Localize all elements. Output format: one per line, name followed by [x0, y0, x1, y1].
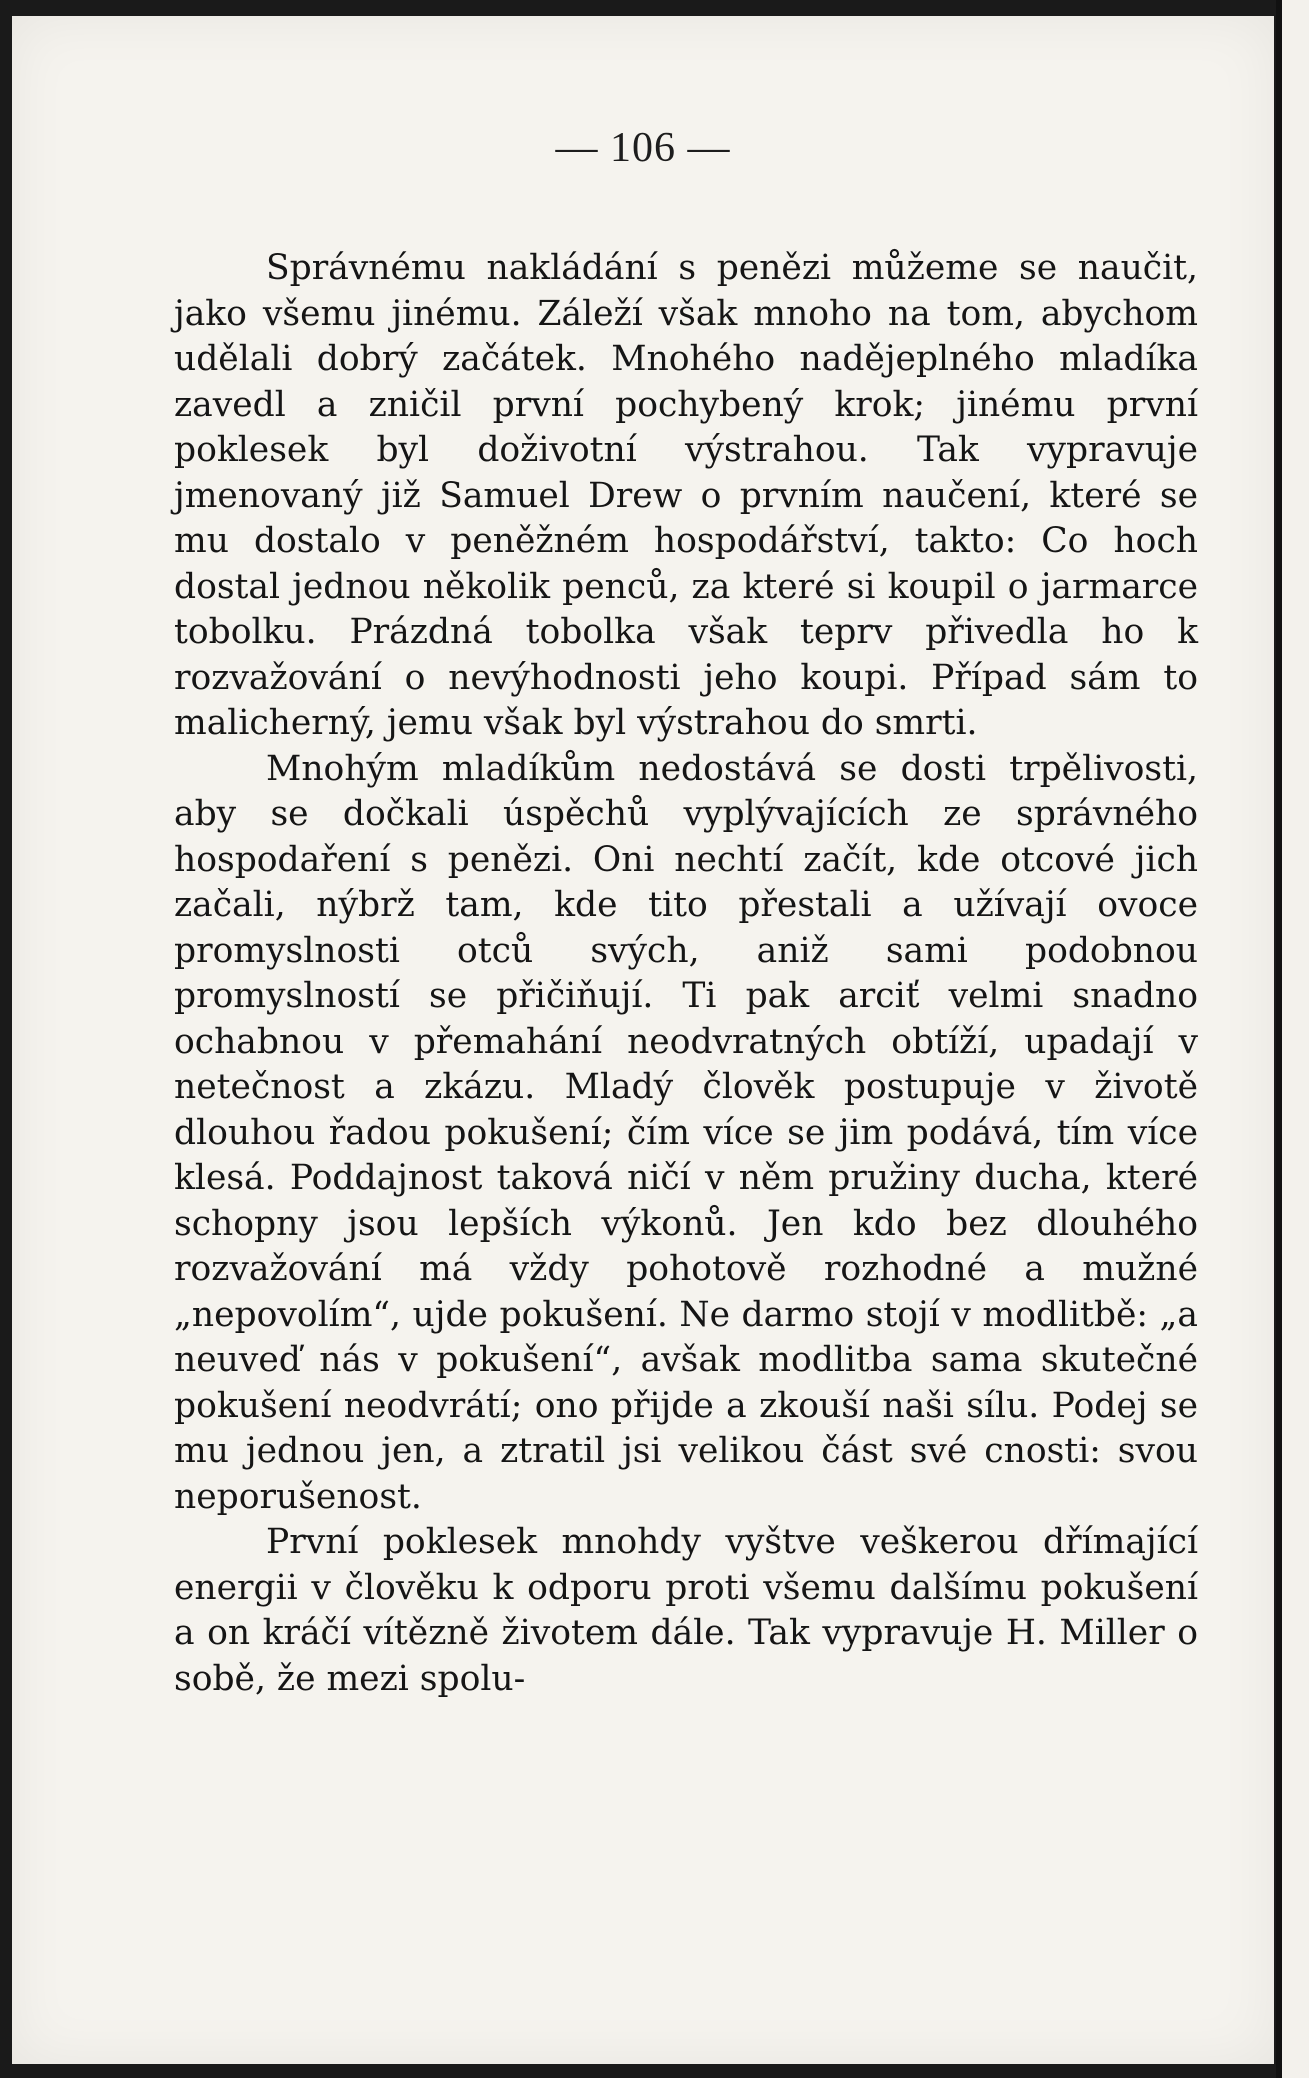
paragraph-1: Správnému nakládání s penězi můžeme se naučit, jako všemu jinému. Záleží však mnoho na tom, abychom udělali dobrý začátek. Mnohého nadějeplného mladíka zavedl a zničil první pochybený krok; jinému první poklesek byl doživotní výstrahou. Tak vypravuje jmenovaný již Samuel Drew o prvním naučení, které se mu dostalo v peněžném hospodářství, takto: Co hoch dostal jednou několik penců, za které si koupil o jarmarce tobolku. Prázdná tobolka však teprv přivedla ho k rozvažování o nevýhodnosti jeho koupi. Případ sám to malicherný, jemu však byl výstrahou do smrti.: [174, 248, 1198, 743]
page-number: — 106 —: [555, 125, 731, 171]
paragraph-3: První poklesek mnohdy vyštve veškerou dřímající energii v člověku k odporu proti všemu dalšímu pokušení a on kráčí vítězně životem dále. Tak vypravuje H. Miller o sobě, že mezi spolu-: [174, 1522, 1198, 1699]
book-page: [12, 16, 1274, 2064]
adjacent-page-edge: [1276, 0, 1309, 2078]
paragraph-2: Mnohým mladíkům nedostává se dosti trpělivosti, aby se dočkali úspěchů vyplývajících ze správného hospodaření s penězi. Oni nechtí začít, kde otcové jich začali, nýbrž tam, kde tito přestali a užívají ovoce promyslnosti otců svých, aniž sami podobnou promyslností se přičiňují. Ti pak arciť velmi snadno ochabnou v přemahání neodvratných obtíží, upadají v netečnost a zkázu. Mladý člověk postupuje v životě dlouhou řadou pokušení; čím více se jim podává, tím více klesá. Poddajnost taková ničí v něm pružiny ducha, které schopny jsou lepších výkonů. Jen kdo bez dlouhého rozvažování má vždy pohotově rozhodné a mužné „nepovolím“, ujde pokušení. Ne darmo stojí v modlitbě: „a neuveď nás v pokušení“, avšak modlitba sama skutečné pokušení neodvrátí; ono přijde a zkouší naši sílu. Podej se mu jednou jen, a ztratil jsi velikou část své cnosti: svou neporušenost.: [174, 748, 1198, 1517]
body-text: [174, 246, 1198, 1702]
